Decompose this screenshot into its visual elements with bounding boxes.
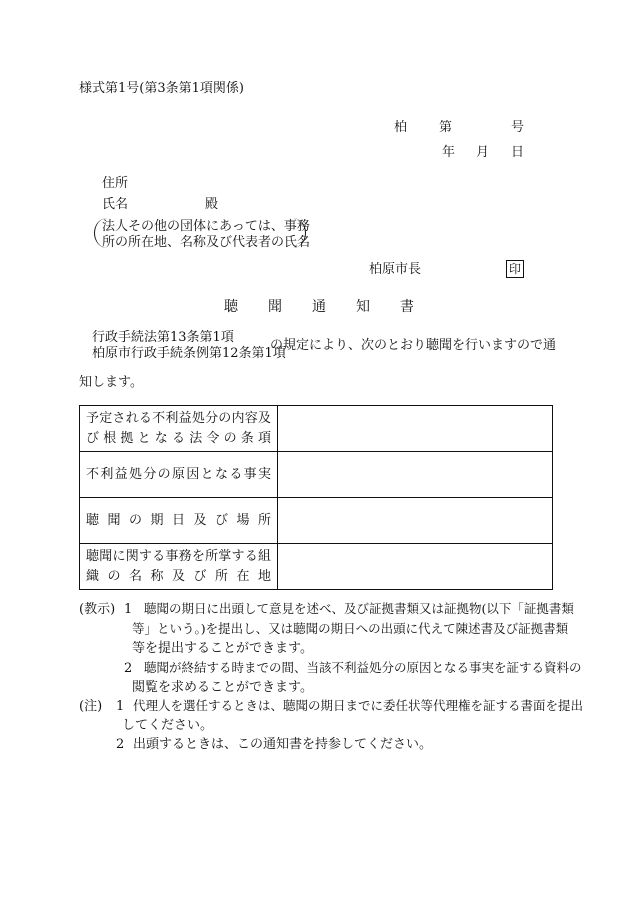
kyoji1-number: 1 — [124, 602, 133, 617]
table-row — [80, 406, 553, 452]
dai-label: 第 — [439, 120, 453, 135]
title-char: 知 — [356, 299, 370, 315]
chu2-line1: 出頭するときは、この通知書を持参してください。 — [133, 737, 433, 752]
kyoji2-number: 2 — [124, 661, 133, 676]
row-label-line2: 織の名称及び所在地 — [86, 568, 271, 584]
row-label-line1: 予定される不利益処分の内容及 — [86, 410, 271, 426]
intro-text-1: の規定により、次のとおり聴聞を行いますので通 — [270, 338, 557, 353]
kyoji1-line2: 等」という。)を提出し、又は聴聞の期日への出頭に代えて陳述書及び証拠書類 — [132, 621, 569, 636]
intro-text-2: 知します。 — [79, 375, 143, 390]
address-label: 住所 — [102, 176, 129, 191]
row-label — [80, 498, 278, 544]
chu2-number: 2 — [116, 737, 125, 752]
year-label: 年 — [442, 145, 456, 160]
row-value-cell — [278, 544, 553, 590]
kyoji1-line1: 聴聞の期日に出頭して意見を述べ、及び証拠書類又は証拠物(以下「証拠書類 — [144, 601, 574, 616]
honorific-label: 殿 — [205, 197, 219, 212]
kyoji2-line1: 聴聞が終結する時までの間、当該不利益処分の原因となる事実を証する資料の — [144, 660, 582, 675]
month-label: 月 — [476, 145, 490, 160]
row-label-line2: び根拠となる法令の条項 — [86, 430, 271, 446]
chu1-line2: してください。 — [122, 718, 214, 733]
form-number: 様式第1号(第3条第1項関係) — [79, 81, 244, 96]
document-title — [224, 300, 414, 314]
row-label — [80, 544, 278, 590]
seal-stamp: 印 — [506, 260, 524, 278]
chu1-number: 1 — [116, 699, 125, 714]
day-label: 日 — [511, 145, 525, 160]
hearing-info-table — [79, 405, 553, 590]
table-row — [80, 498, 553, 544]
title-char: 聞 — [268, 299, 282, 315]
row-label — [80, 406, 278, 452]
name-label: 氏名 — [102, 197, 129, 212]
corp-note-line1: 法人その他の団体にあっては、事務 — [102, 219, 310, 234]
law-ref-2: 柏原市行政手続条例第12条第1項 — [92, 346, 286, 361]
row-label-line1: 不利益処分の原因となる事実 — [86, 466, 271, 482]
title-char: 聴 — [224, 299, 238, 315]
go-label: 号 — [511, 120, 525, 135]
chu-label: (注) — [79, 699, 103, 714]
chu1-line1: 代理人を選任するときは、聴聞の期日までに委任状等代理権を証する書面を提出 — [133, 698, 584, 713]
title-char: 書 — [400, 299, 414, 315]
row-value-cell — [278, 452, 553, 498]
kyoji1-line3: 等を提出することができます。 — [132, 641, 313, 656]
law-ref-1: 行政手続法第13条第1項 — [92, 330, 234, 345]
row-value-cell — [278, 498, 553, 544]
corp-note-line2: 所の所在地、名称及び代表者の氏名 — [102, 235, 311, 250]
row-label-line1: 聴聞に関する事務を所掌する組 — [86, 548, 271, 564]
row-label — [80, 452, 278, 498]
row-label-line1: 聴聞の期日及び場所 — [86, 512, 271, 528]
table-row — [80, 544, 553, 590]
kyoji-label: (教示) — [79, 602, 116, 617]
row-value-cell — [278, 406, 553, 452]
city-short-label: 柏 — [394, 120, 408, 135]
kyoji2-line2: 閲覧を求めることができます。 — [132, 680, 313, 695]
table-row — [80, 452, 553, 498]
title-char: 通 — [312, 299, 326, 315]
mayor-label: 柏原市長 — [369, 262, 422, 277]
